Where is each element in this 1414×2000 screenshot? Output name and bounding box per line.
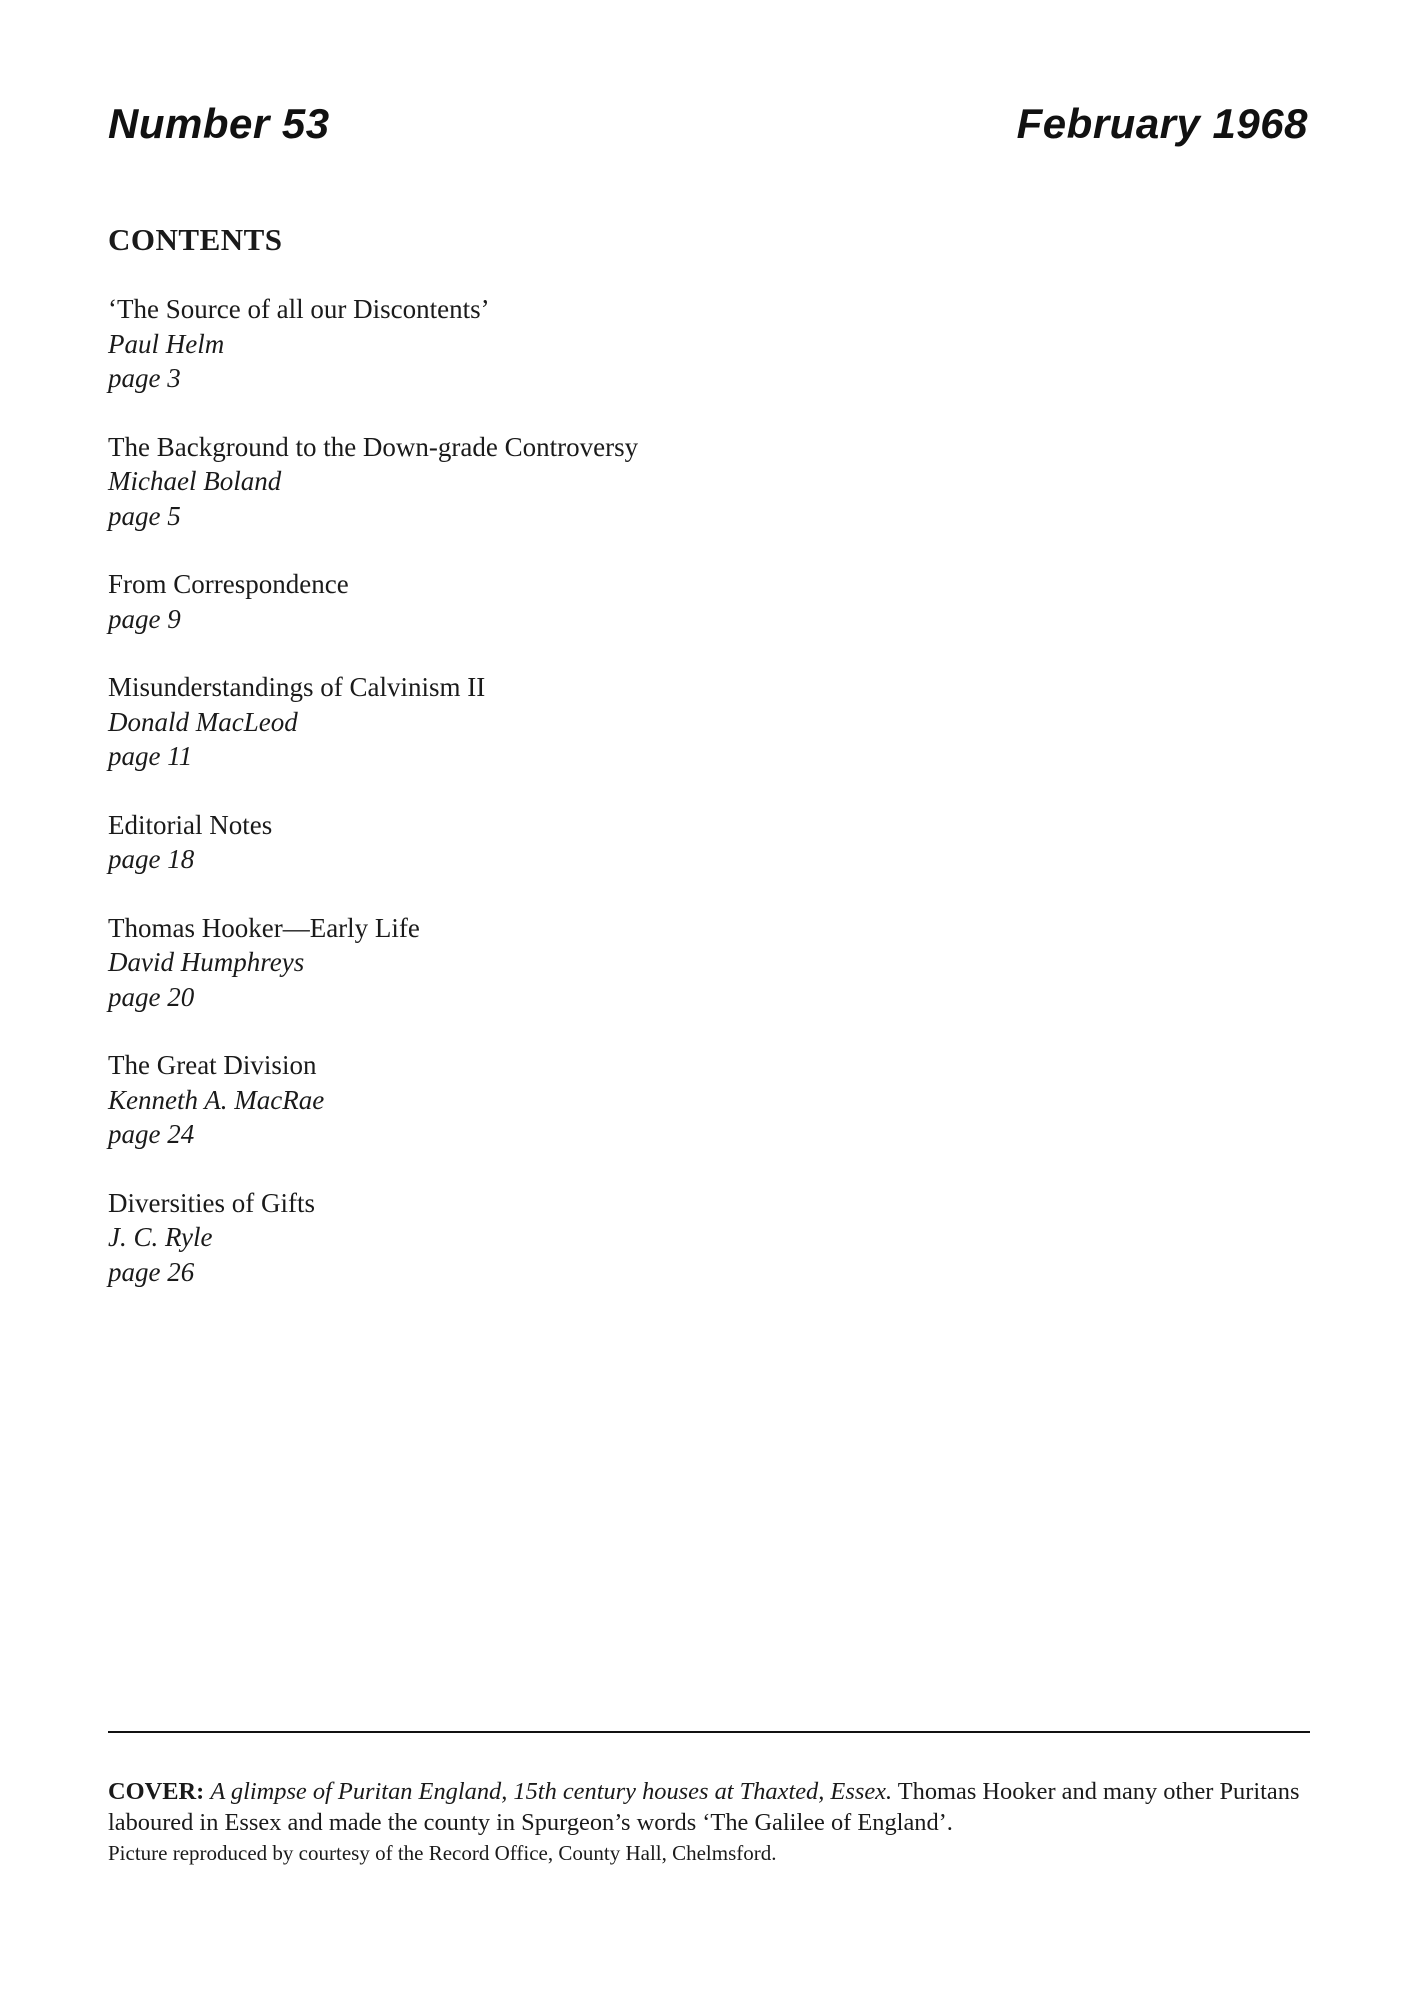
issue-date: February 1968 bbox=[1016, 100, 1308, 147]
toc-entry bbox=[108, 292, 1008, 396]
article-title: Misunderstandings of Calvinism II bbox=[108, 672, 486, 702]
cover-label: COVER: bbox=[108, 1778, 205, 1805]
divider bbox=[108, 1731, 1310, 1733]
picture-credit: Picture reproduced by courtesy of the Record Office, County Hall, Chelmsford. bbox=[108, 1841, 777, 1865]
article-author: Kenneth A. MacRae bbox=[108, 1084, 325, 1115]
page-header bbox=[108, 98, 1308, 150]
article-author: J. C. Ryle bbox=[108, 1222, 213, 1252]
article-title: The Great Division bbox=[108, 1050, 317, 1080]
article-page: page 9 bbox=[108, 603, 181, 634]
toc-entry bbox=[108, 670, 1008, 774]
table-of-contents bbox=[108, 292, 1008, 1323]
article-title: From Correspondence bbox=[108, 569, 349, 599]
contents-heading: CONTENTS bbox=[108, 222, 283, 257]
article-page: page 3 bbox=[108, 363, 181, 393]
article-author: David Humphreys bbox=[108, 947, 305, 977]
article-page: page 11 bbox=[108, 741, 193, 771]
article-author: Michael Boland bbox=[108, 466, 282, 496]
article-page: page 20 bbox=[108, 981, 195, 1012]
article-title: The Background to the Down-grade Controversy bbox=[108, 431, 639, 462]
article-title: Editorial Notes bbox=[108, 809, 273, 840]
article-page: page 24 bbox=[108, 1119, 195, 1149]
toc-entry bbox=[108, 567, 1008, 636]
toc-entry bbox=[108, 1186, 1008, 1290]
article-page: page 18 bbox=[108, 844, 195, 874]
article-page: page 5 bbox=[108, 500, 181, 531]
toc-entry bbox=[108, 911, 1008, 1015]
article-title: ‘The Source of all our Discontents’ bbox=[108, 294, 490, 324]
toc-entry bbox=[108, 430, 1008, 534]
article-author: Paul Helm bbox=[108, 328, 225, 359]
toc-entry bbox=[108, 1048, 1008, 1152]
article-page: page 26 bbox=[108, 1256, 195, 1287]
cover-caption: A glimpse of Puritan England, 15th century houses at Thaxted, Essex. bbox=[210, 1778, 893, 1805]
article-title: Diversities of Gifts bbox=[108, 1187, 315, 1218]
article-title: Thomas Hooker—Early Life bbox=[108, 912, 420, 943]
cover-text: Thomas Hooker and many other Puritans laboured in Essex and made the county in Spurgeon’s words ‘The Galilee of England’. bbox=[108, 1778, 1300, 1836]
cover-note bbox=[108, 1776, 1310, 1838]
article-author: Donald MacLeod bbox=[108, 706, 298, 737]
issue-number: Number 53 bbox=[108, 100, 330, 147]
toc-entry bbox=[108, 808, 1008, 877]
